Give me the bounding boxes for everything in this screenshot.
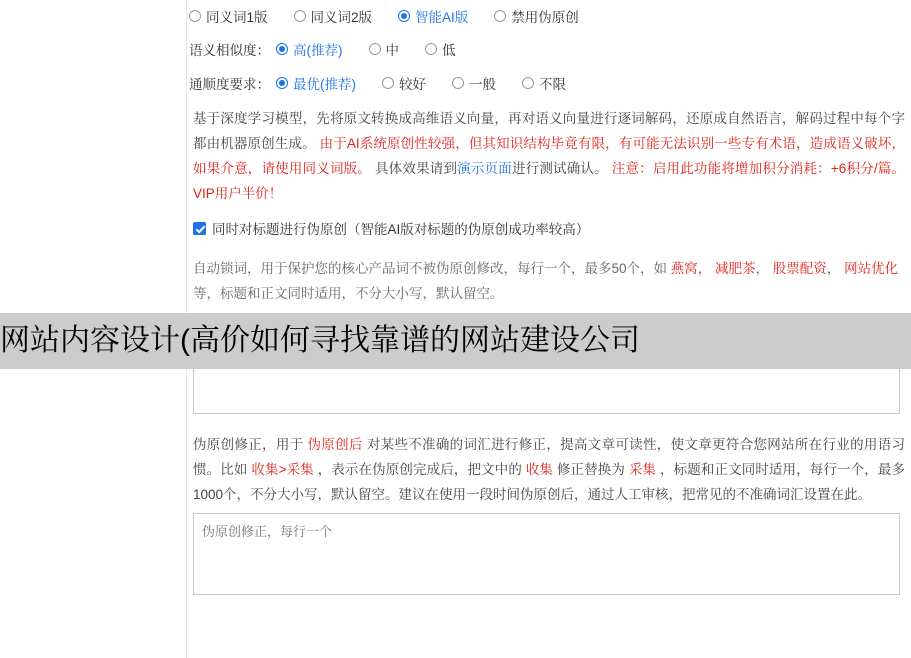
title-rewrite-label: 同时对标题进行伪原创（智能AI版对标题的伪原创成功率较高） [212, 222, 590, 237]
lock-words-note-suffix: 等，标题和正文同时适用，不分大小写，默认留空。 [193, 286, 504, 301]
correction-target-word: 采集 [628, 462, 657, 477]
fluency-option-label: 不限 [539, 77, 566, 92]
radio-icon[interactable] [276, 43, 288, 55]
similarity-option-medium[interactable] [369, 39, 400, 59]
desc-part5-credit-warning: 注意：启用此功能将增加积分消耗：+6积分/篇。VIP用户半价！ [193, 161, 905, 201]
correction-text-e: ，标题和正文同时适用，每行一个，最多1000个，不分大小写，默认留空。建议在使用一段时间伪原创后，通过人工审核，把常见的不准确词汇设置在此。 [193, 462, 905, 502]
fluency-option-label: 较好 [399, 77, 426, 92]
mode-radio-row [189, 0, 909, 32]
correction-source-word: 收集 [525, 462, 554, 477]
correction-text-d: 修正替换为 [556, 462, 626, 477]
mode-option-label: 同义词2版 [310, 10, 373, 25]
correction-text-c: ，表示在伪原创完成后，把文中的 [317, 462, 522, 477]
lock-words-note-prefix: 自动锁词，用于保护您的核心产品词不被伪原创修改，每行一个，最多50个，如 [193, 261, 668, 276]
demo-page-link[interactable]: 演示页面 [457, 161, 512, 176]
similarity-option-label: 中 [385, 43, 399, 58]
similarity-row [189, 32, 909, 66]
radio-icon[interactable] [522, 77, 534, 89]
fluency-label: 通顺度要求： [189, 77, 270, 92]
mode-option-label: 同义词1版 [206, 10, 268, 25]
fluency-option-best[interactable] [276, 73, 356, 93]
overlay-banner [0, 313, 911, 369]
radio-icon[interactable] [382, 77, 394, 89]
lock-word-example: 网站优化 [844, 261, 899, 276]
radio-icon[interactable] [452, 77, 464, 89]
correction-textarea[interactable] [193, 513, 900, 595]
mode-option-synonym1[interactable] [189, 6, 268, 26]
similarity-option-high[interactable] [276, 39, 343, 59]
title-rewrite-row[interactable] [189, 208, 909, 244]
correction-highlight-after: 伪原创后 [307, 437, 363, 452]
desc-part4: 进行测试确认。 [511, 161, 608, 176]
fluency-row [189, 66, 909, 100]
similarity-option-low[interactable] [425, 39, 456, 59]
fluency-option-label: 一般 [469, 77, 496, 92]
radio-icon[interactable] [294, 10, 306, 22]
radio-icon[interactable] [494, 10, 506, 22]
desc-part2-warning: 由于AI系统原创性较强，但其知识结构毕竟有限，有可能无法识别一些专有术语，造成语义破坏，如果介意，请使用同义词版。 [193, 136, 905, 176]
similarity-option-label: 低 [442, 43, 456, 58]
desc-part3: 具体效果请到 [374, 161, 458, 176]
ai-description [189, 100, 909, 208]
radio-icon[interactable] [398, 10, 410, 22]
radio-icon[interactable] [276, 77, 288, 89]
radio-icon[interactable] [425, 43, 437, 55]
radio-icon[interactable] [189, 10, 201, 22]
lock-words-note: 自动锁词，用于保护您的核心产品词不被伪原创修改，每行一个，最多50个，如 燕窝， 减肥茶， 股票配资， 网站优化 等，标题和正文同时适用，不分大小写，默认留空。 [193, 261, 899, 301]
correction-text-b: 对某些不准确的词汇进行修正，提高文章可读性，使文章更符合您网站所在行业的用语习惯。比如 [193, 437, 905, 477]
mode-option-ai[interactable] [398, 6, 468, 26]
checkbox-icon[interactable] [193, 222, 206, 235]
lock-word-example: 燕窝 [670, 261, 698, 276]
correction-note [189, 414, 909, 507]
lock-word-example: 股票配资 [772, 261, 827, 276]
overlay-banner-text: 网站内容设计(高价如何寻找靠谱的网站建设公司 [0, 324, 640, 357]
similarity-label: 语义相似度： [189, 43, 270, 58]
fluency-option-label: 最优(推荐) [293, 77, 356, 92]
radio-icon[interactable] [369, 43, 381, 55]
mode-option-disabled[interactable] [494, 6, 579, 26]
correction-text-a: 伪原创修正，用于 [193, 437, 304, 452]
similarity-option-label: 高(推荐) [293, 43, 343, 58]
desc-part1: 基于深度学习模型，先将原文转换成高维语义向量，再对语义向量进行逐词解码，还原成自然语言，解码过程中每个字都由机器原创生成。 [193, 111, 905, 151]
fluency-option-good[interactable] [382, 73, 426, 93]
fluency-option-unlimited[interactable] [522, 73, 566, 93]
correction-example: 收集>采集 [251, 462, 314, 477]
mode-option-label: 智能AI版 [415, 10, 469, 25]
mode-option-label: 禁用伪原创 [511, 10, 579, 25]
fluency-option-normal[interactable] [452, 73, 496, 93]
lock-word-example: 减肥茶 [715, 261, 756, 276]
mode-option-synonym2[interactable] [294, 6, 373, 26]
